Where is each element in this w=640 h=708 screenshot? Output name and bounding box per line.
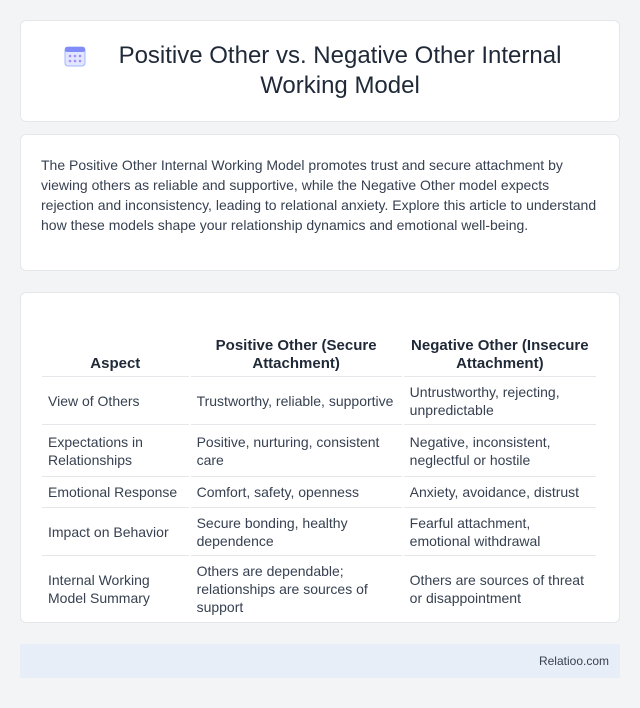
footer-brand: Relatioo.com	[538, 654, 609, 668]
table-cell: Negative, inconsistent, neglectful or hostile	[404, 425, 596, 477]
table-cell: View of Others	[42, 377, 189, 425]
table-cell: Untrustworthy, rejecting, unpredictable	[404, 377, 596, 425]
table-cell: Fearful attachment, emotional withdrawal	[404, 508, 596, 556]
table-cell: Secure bonding, healthy dependence	[191, 508, 402, 556]
table-header-row	[42, 313, 596, 377]
table-row	[42, 556, 596, 623]
comparison-table-card	[20, 292, 620, 623]
table-row	[42, 377, 596, 425]
table-cell: Emotional Response	[42, 477, 189, 508]
table-row	[42, 425, 596, 477]
table-cell: Trustworthy, reliable, supportive	[191, 377, 402, 425]
table-row	[42, 508, 596, 556]
title-card	[20, 20, 620, 122]
table-cell: Anxiety, avoidance, distrust	[404, 477, 596, 508]
header-positive-other: Positive Other (Secure Attachment)	[191, 313, 402, 377]
table-row	[42, 477, 596, 508]
intro-card	[20, 134, 620, 271]
intro-paragraph: The Positive Other Internal Working Model promotes trust and secure attachment by viewing others as reliable and supportive, while the Negative Other model expects rejection and inconsistency, leading to relational anxiety. Explore this article to understand how these models shape your relationship dynamics and emotional well-being.	[41, 157, 597, 233]
footer	[20, 644, 620, 678]
page-title: Positive Other vs. Negative Other Internal Working Model	[118, 42, 562, 99]
table-cell: Internal Working Model Summary	[42, 556, 189, 623]
table-cell: Others are sources of threat or disappointment	[404, 556, 596, 623]
calendar-icon	[64, 45, 86, 67]
header-aspect: Aspect	[42, 313, 189, 377]
table-cell: Impact on Behavior	[42, 508, 189, 556]
table-cell: Expectations in Relationships	[42, 425, 189, 477]
comparison-table	[40, 313, 598, 623]
table-cell: Others are dependable; relationships are sources of support	[191, 556, 402, 623]
header-negative-other: Negative Other (Insecure Attachment)	[404, 313, 596, 377]
table-cell: Comfort, safety, openness	[191, 477, 402, 508]
table-cell: Positive, nurturing, consistent care	[191, 425, 402, 477]
